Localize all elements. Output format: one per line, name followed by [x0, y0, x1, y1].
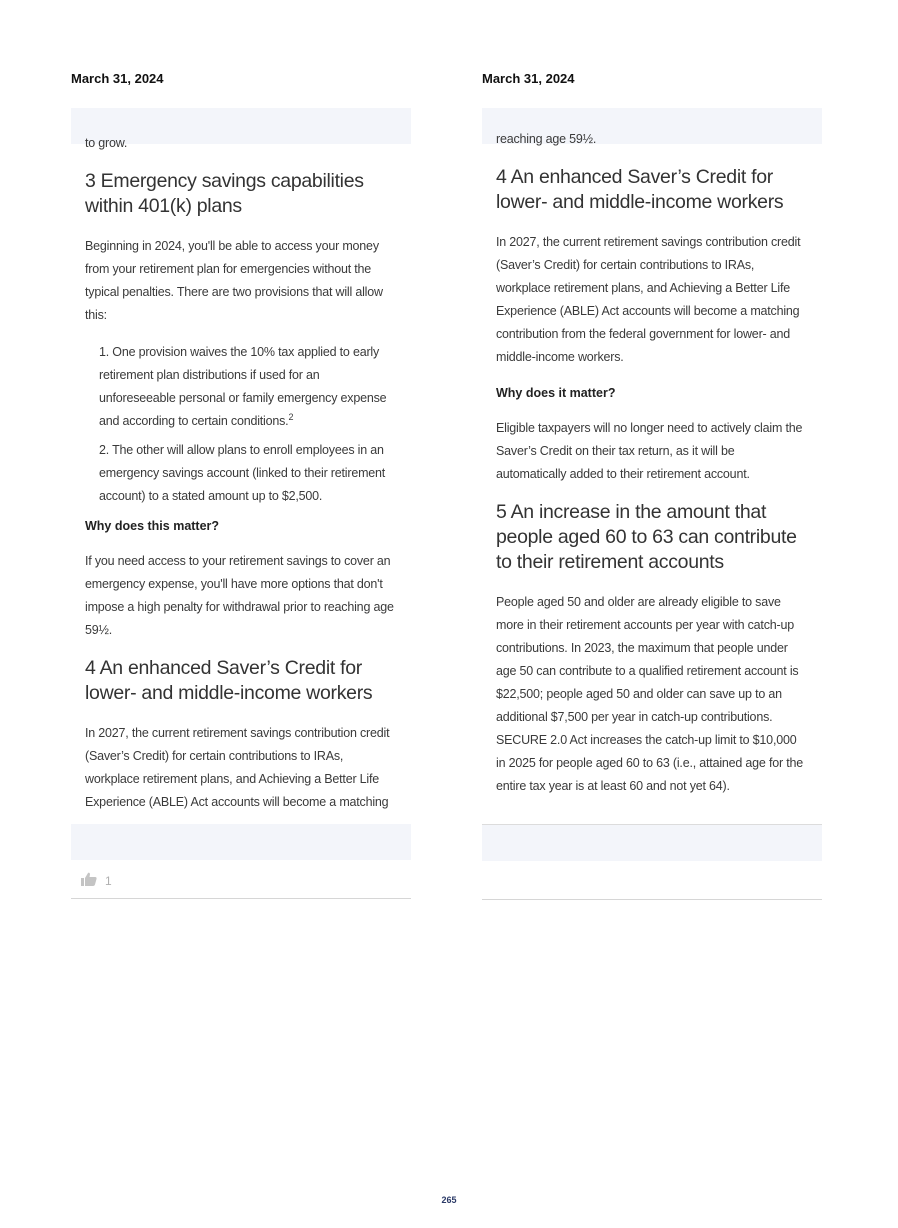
- left-top-fragment: to grow.: [85, 136, 128, 150]
- left-why-heading: Why does this matter?: [85, 519, 220, 533]
- left-post-card: [71, 108, 411, 899]
- page-number: 265: [441, 1195, 457, 1205]
- left-section4-text: In 2027, the current retirement savings contribution credit (Saver’s Credit) for certain contributions to IRAs, workplace retirement plans, and Achieving a Better Life Experience (ABLE) Act accounts will become a matching: [85, 726, 390, 809]
- left-article-content: [71, 132, 411, 828]
- left-why-text: If you need access to your retirement savings to cover an emergency expense, you'll have more options that don't impose a high penalty for withdrawal prior to reaching age 59½.: [85, 554, 394, 637]
- list-item: 1. One provision waives the 10% tax applied to early retirement plan distributions if used for an unforeseeable personal or family emergency expense and according to certain conditions.$^2$: [99, 345, 387, 428]
- right-section4-text: In 2027, the current retirement savings contribution credit (Saver’s Credit) for certain contributions to IRAs, workplace retirement plans, and Achieving a Better Life Experience (ABLE) Act accounts will become a matching contribution from the federal government for lower- and middle-income workers.: [496, 235, 801, 364]
- right-why-heading: Why does it matter?: [496, 386, 616, 400]
- right-section5-heading: 5 An increase in the amount that people aged 60 to 63 can contribute to their retirement accounts: [496, 501, 797, 573]
- footnote-marker[interactable]: 2: [288, 411, 294, 422]
- left-section3-intro: Beginning in 2024, you'll be able to access your money from your retirement plan for emergencies without the typical penalties. There are two provisions that will allow this:: [85, 239, 383, 322]
- right-post-card: [482, 108, 822, 900]
- like-count: 1: [105, 874, 112, 888]
- left-section4-heading: 4 An enhanced Saver’s Credit for lower- and middle-income workers: [85, 657, 373, 704]
- left-date: March 31, 2024: [71, 71, 164, 86]
- right-why-text: Eligible taxpayers will no longer need to actively claim the Saver’s Credit on their tax return, as it will be automatically added to their retirement account.: [496, 421, 803, 481]
- right-actions-row: [482, 861, 822, 900]
- right-footer-band: [482, 825, 822, 861]
- right-section5-text: People aged 50 and older are already eligible to save more in their retirement accounts per year with catch-up contributions. In 2023, the maximum that people under age 50 can contribute to a qualified retirement account is $22,500; people aged 50 and older can save up to an additional $7,500 per year in catch-up contributions. SECURE 2.0 Act increases the catch-up limit to $10,000 in 2025 for people aged 60 to 63 (i.e., attained age for the entire tax year is at least 60 and not yet 64).: [496, 595, 803, 793]
- right-section4-heading: 4 An enhanced Saver’s Credit for lower- and middle-income workers: [496, 166, 784, 213]
- left-actions-row: [71, 860, 411, 899]
- right-top-fragment: reaching age 59½.: [496, 132, 597, 146]
- right-article-content: [482, 128, 822, 812]
- left-footer-band: [71, 824, 411, 860]
- left-provisions-list: [85, 341, 397, 508]
- thumbs-up-icon[interactable]: [81, 872, 97, 891]
- right-scroll-viewport[interactable]: [482, 132, 822, 824]
- left-scroll-viewport[interactable]: [71, 136, 411, 824]
- left-section3-heading: 3 Emergency savings capabilities within 401(k) plans: [85, 170, 364, 217]
- right-date: March 31, 2024: [482, 71, 575, 86]
- list-item: 2. The other will allow plans to enroll employees in an emergency savings account (linked to their retirement account) to a stated amount up to $2,500.: [99, 443, 386, 503]
